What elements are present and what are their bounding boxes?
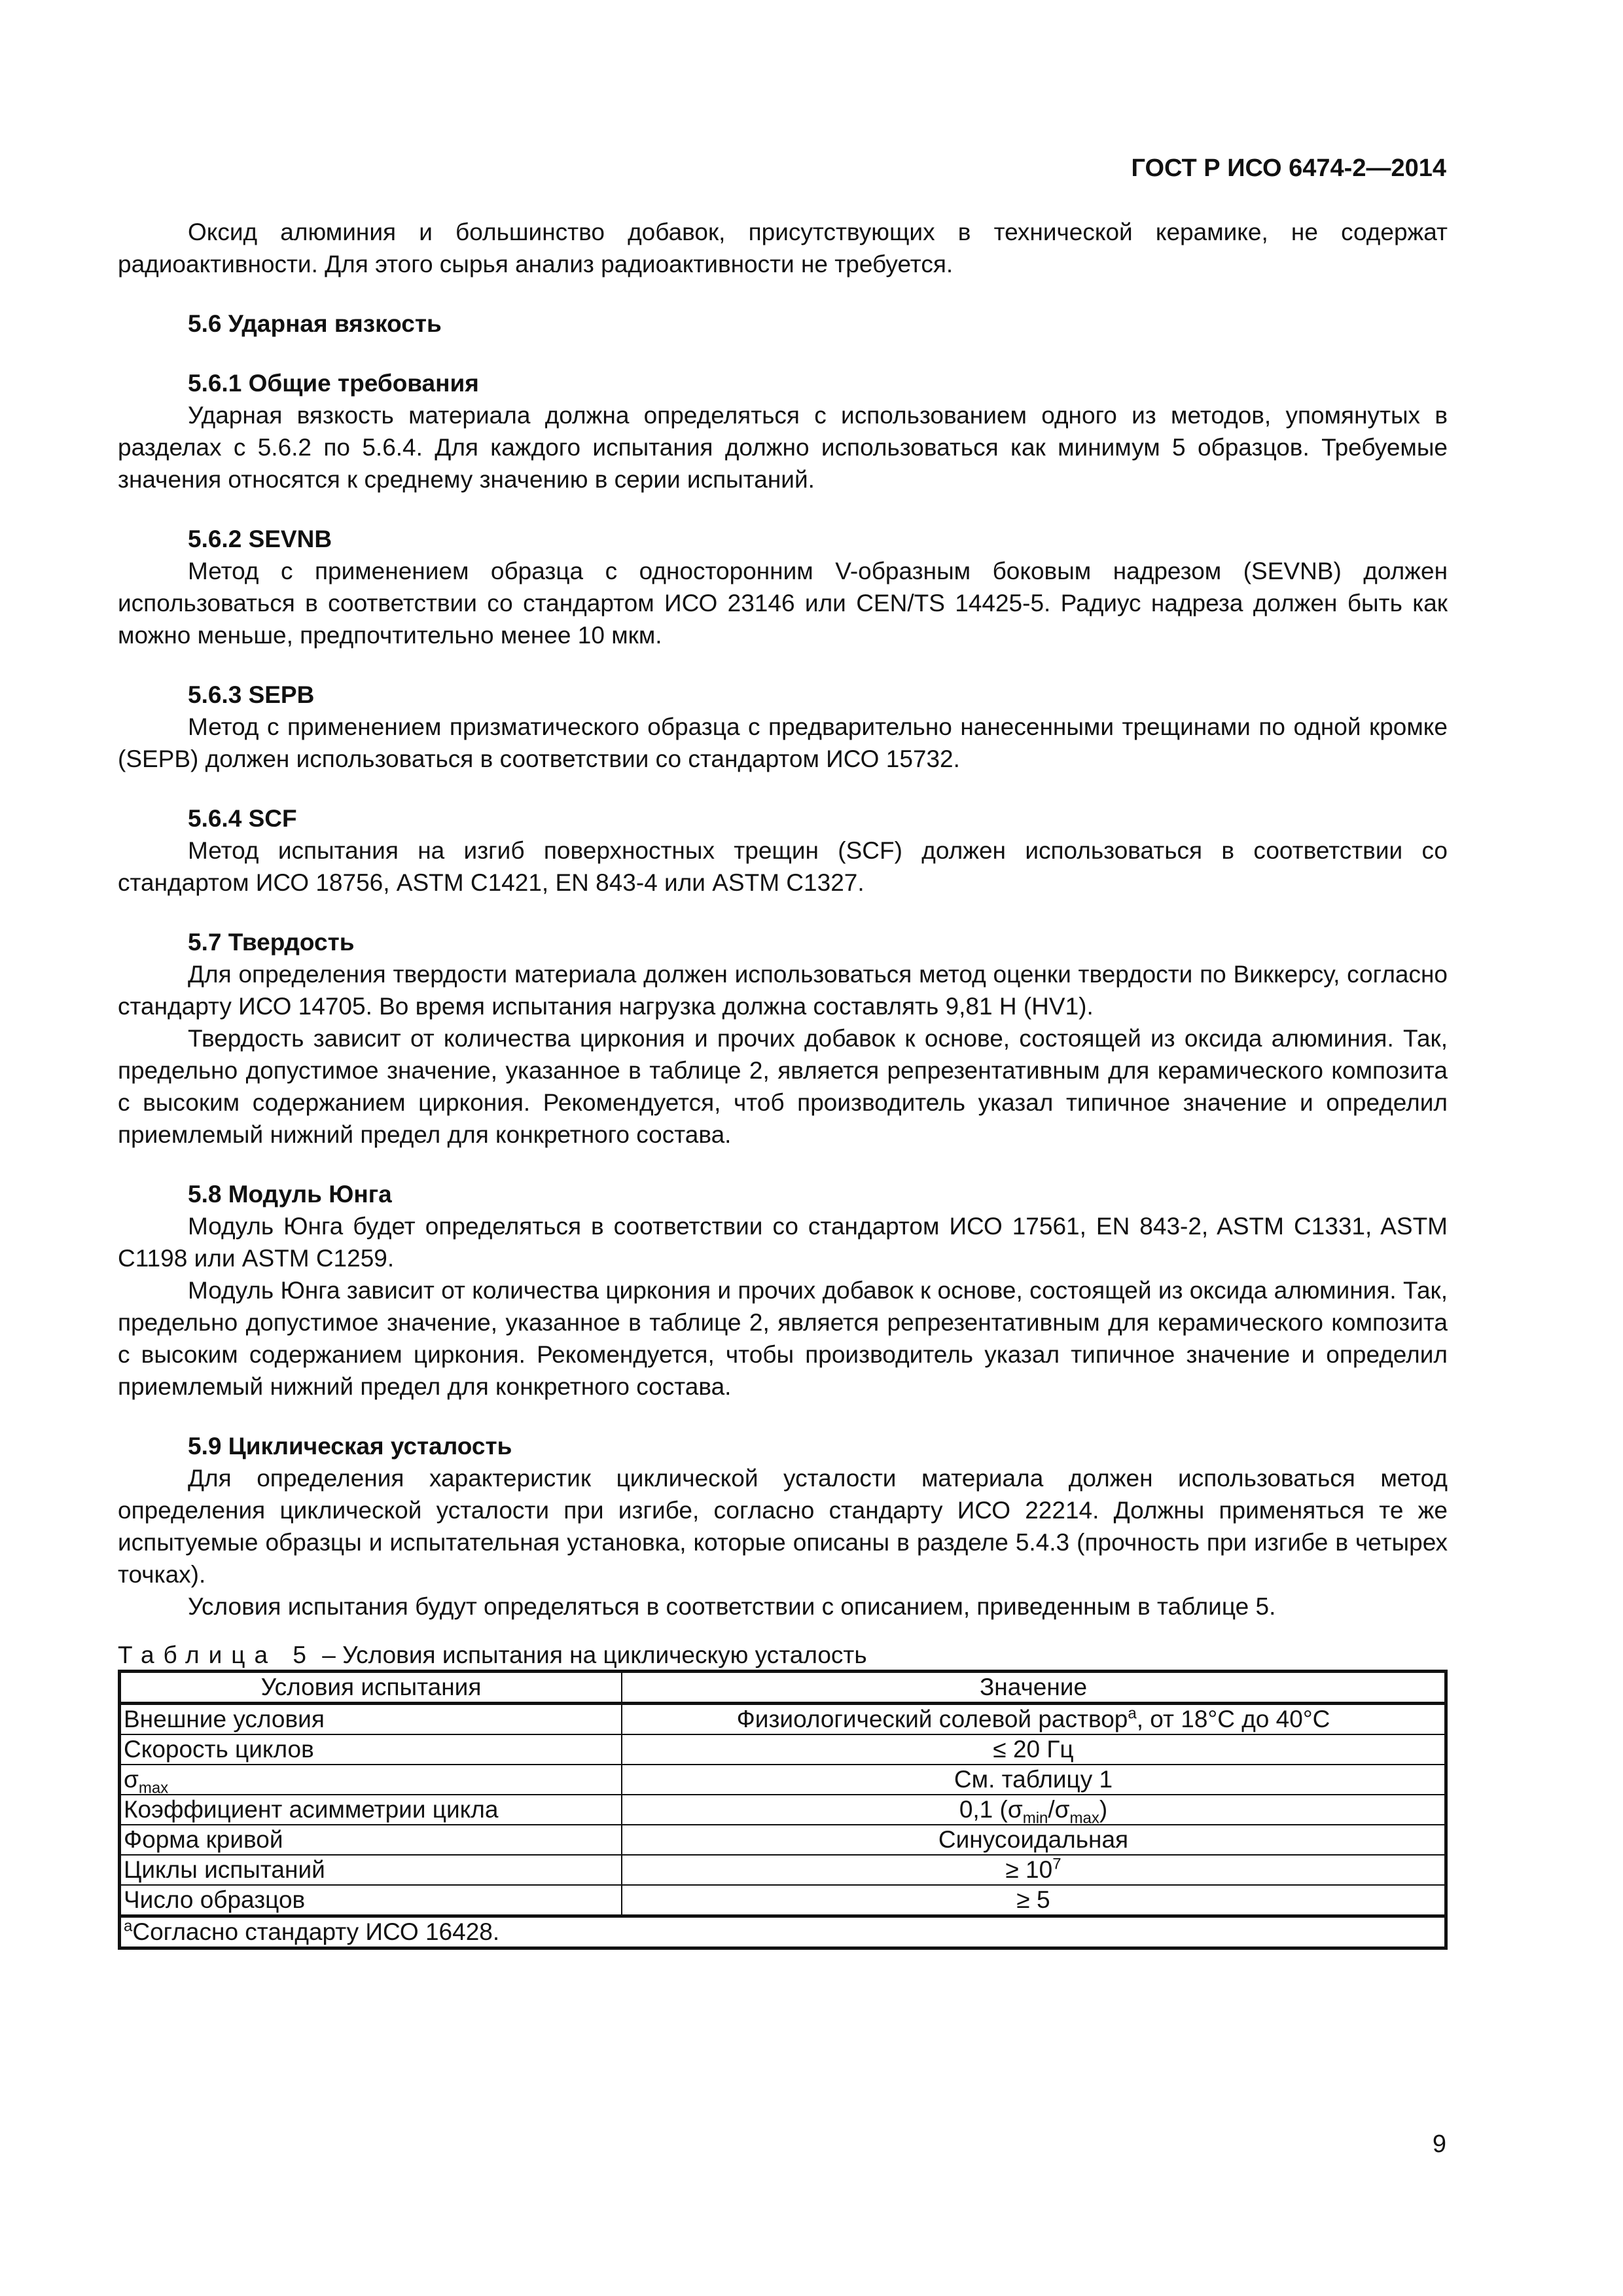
paragraph-5-6-4: Метод испытания на изгиб поверхностных трещин (SCF) должен использоваться в соответствии со стандартом ИСО 18756, ASTM C1421, EN 843-4 или ASTM C1327.: [118, 837, 1448, 896]
paragraph-5-9-a: Для определения характеристик циклической усталости материала должен использоваться метод определения циклической усталости при изгибе, согласно стандарту ИСО 22214. Должны применяться те же испытуемые образцы и испытательная установка, которые описаны в разделе 5.4.3 (прочность при изгибе в четырех точках).: [118, 1465, 1448, 1588]
subscript: max: [138, 1779, 169, 1797]
page-number: 9: [1432, 2130, 1446, 2158]
section-heading-5-7: 5.7 Твердость: [188, 929, 355, 956]
subscript: min: [1022, 1809, 1048, 1827]
paragraph-5-8-a: Модуль Юнга будет определяться в соответствии со стандартом ИСО 17561, EN 843-2, ASTM C1331, ASTM C1198 или ASTM C1259.: [118, 1213, 1448, 1272]
paragraph-5-6-3: Метод с применением призматического образца с предварительно нанесенными трещинами по одной кромке (SEPB) должен использоваться в соответствии со стандартом ИСО 15732.: [118, 713, 1448, 772]
document-body: [118, 216, 1448, 1950]
section-heading-5-6: 5.6 Ударная вязкость: [188, 310, 442, 337]
row-value: [622, 1795, 1446, 1825]
section-heading-5-6-2: 5.6.2 SEVNB: [188, 526, 332, 552]
section-heading-5-6-1: 5.6.1 Общие требования: [188, 370, 479, 397]
test-conditions-table: [118, 1670, 1448, 1950]
footnote-marker: a: [124, 1917, 133, 1935]
table-row: [120, 1855, 1446, 1885]
row-value: Синусоидальная: [622, 1825, 1446, 1855]
column-header-value: Значение: [622, 1672, 1446, 1704]
table-caption: [118, 1641, 1448, 1670]
table-header-row: [120, 1672, 1446, 1704]
paragraph-5-6-1: Ударная вязкость материала должна определяться с использованием одного из методов, упомянутых в разделах с 5.6.2 по 5.6.4. Для каждого испытания должно использоваться как минимум 5 образцов. Требуемые значения относятся к среднему значению в серии испытаний.: [118, 402, 1448, 493]
value-text: /σ: [1048, 1796, 1070, 1823]
table-row: [120, 1825, 1446, 1855]
row-value: ≤ 20 Гц: [622, 1734, 1446, 1765]
row-label: Внешние условия: [120, 1704, 622, 1735]
paragraph-5-7-b: Твердость зависит от количества циркония и прочих добавок к основе, состоящей из оксида алюминия. Так, предельно допустимое значение, указанное в таблице 2, является репрезентативным для керамического композита с высоким содержанием циркония. Рекомендуется, чтоб производитель указал типичное значение и определил приемлемый нижний предел для конкретного состава.: [118, 1025, 1448, 1148]
row-label: Скорость циклов: [120, 1734, 622, 1765]
sigma-symbol: σ: [124, 1766, 139, 1793]
table-row: [120, 1734, 1446, 1765]
table-caption-text: – Условия испытания на циклическую усталость: [315, 1641, 867, 1668]
row-label: Коэффициент асимметрии цикла: [120, 1795, 622, 1825]
table-row: [120, 1795, 1446, 1825]
value-text-tail: , от 18°C до 40°C: [1136, 1706, 1330, 1732]
table-caption-label: Таблица 5: [118, 1641, 315, 1668]
section-heading-5-6-4: 5.6.4 SCF: [188, 805, 297, 832]
section-heading-5-8: 5.8 Модуль Юнга: [188, 1181, 392, 1208]
row-value: ≥ 5: [622, 1885, 1446, 1916]
row-value: [622, 1855, 1446, 1885]
table-row: [120, 1885, 1446, 1916]
row-label: [120, 1765, 622, 1795]
column-header-conditions: Условия испытания: [120, 1672, 622, 1704]
section-heading-5-9: 5.9 Циклическая усталость: [188, 1433, 512, 1460]
value-text: ≥ 10: [1005, 1856, 1053, 1883]
paragraph-5-9-b: Условия испытания будут определяться в соответствии с описанием, приведенным в таблице 5.: [188, 1593, 1276, 1620]
table-footnote-row: [120, 1916, 1446, 1948]
value-text: Физиологический солевой раствор: [736, 1706, 1128, 1732]
paragraph-5-6-2: Метод с применением образца с односторонним V-образным боковым надрезом (SEVNB) должен использоваться в соответствии со стандартом ИСО 23146 или CEN/TS 14425-5. Радиус надреза должен быть как можно меньше, предпочтительно менее 10 мкм.: [118, 558, 1448, 649]
table-row: [120, 1704, 1446, 1735]
row-value: См. таблицу 1: [622, 1765, 1446, 1795]
exponent: 7: [1052, 1855, 1061, 1873]
row-label: Циклы испытаний: [120, 1855, 622, 1885]
row-label: Форма кривой: [120, 1825, 622, 1855]
value-text: 0,1 (σ: [959, 1796, 1023, 1823]
document-id-header: ГОСТ Р ИСО 6474-2—2014: [1131, 154, 1446, 182]
paragraph-5-7-a: Для определения твердости материала должен использоваться метод оценки твердости по Виккерсу, согласно стандарту ИСО 14705. Во время испытания нагрузка должна составлять 9,81 Н (HV1).: [118, 961, 1448, 1020]
paragraph-5-8-b: Модуль Юнга зависит от количества циркония и прочих добавок к основе, состоящей из оксида алюминия. Так, предельно допустимое значение, указанное в таблице 2, является репрезентативным для керамического композита с высоким содержанием циркония. Рекомендуется, чтобы производитель указал типичное значение и определил приемлемый нижний предел для конкретного состава.: [118, 1277, 1448, 1400]
table-row: [120, 1765, 1446, 1795]
row-label: Число образцов: [120, 1885, 622, 1916]
table-footnote: [120, 1916, 1446, 1948]
row-value: [622, 1704, 1446, 1735]
subscript: max: [1069, 1809, 1099, 1827]
value-text: ): [1099, 1796, 1108, 1823]
section-heading-5-6-3: 5.6.3 SEPB: [188, 681, 315, 708]
footnote-marker: a: [1128, 1704, 1137, 1723]
footnote-text: Согласно стандарту ИСО 16428.: [132, 1918, 500, 1945]
intro-paragraph: Оксид алюминия и большинство добавок, присутствующих в технической керамике, не содержат радиоактивности. Для этого сырья анализ радиоактивности не требуется.: [118, 219, 1448, 278]
